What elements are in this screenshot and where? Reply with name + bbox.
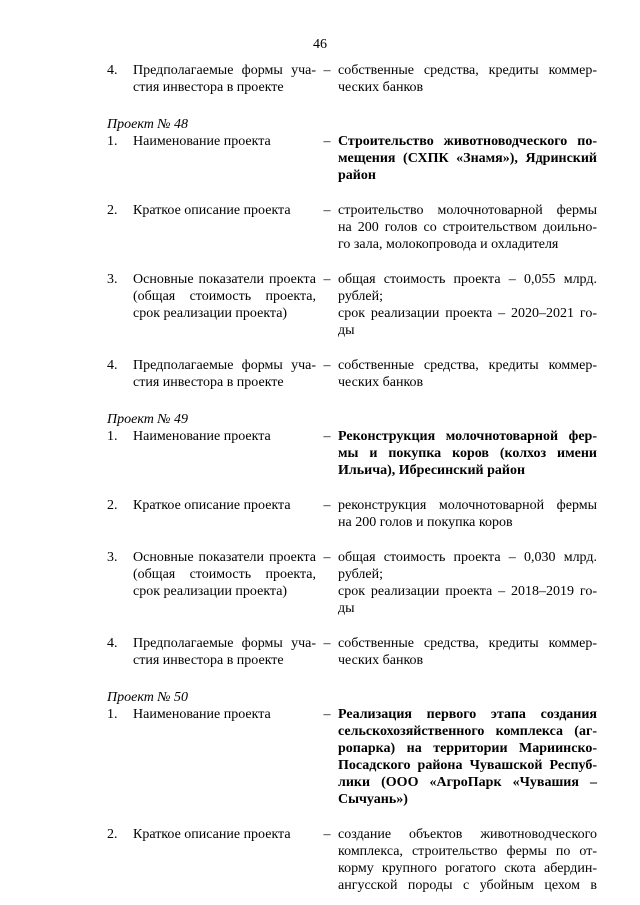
item-number: 2. [107, 498, 118, 513]
table-row [107, 428, 597, 479]
item-dash: – [323, 203, 331, 218]
spacer [107, 391, 597, 403]
table-row [107, 706, 597, 808]
table-row [107, 202, 597, 253]
item-label [133, 133, 316, 150]
item-number: 2. [107, 203, 118, 218]
table-row [107, 635, 597, 669]
item-label-line: стия инвестора в проекте [133, 653, 284, 668]
item-label-line: Краткое описание проекта [133, 827, 291, 842]
project-heading: Проект № 50 [107, 690, 188, 705]
page-number: 46 [313, 37, 327, 52]
item-value-line: ческих банков [338, 653, 424, 668]
item-value-line: срок реализации проекта – 2020–2021 го- [338, 306, 597, 321]
item-value-line: Реконструкция молочнотоварной фер- [338, 429, 597, 444]
item-label [133, 428, 316, 445]
item-label [133, 635, 316, 669]
item-value-line: Сычуань») [338, 792, 408, 807]
item-number: 1. [107, 134, 118, 149]
item-label-line: стия инвестора в проекте [133, 375, 284, 390]
item-label-line: Предполагаемые формы уча- [133, 358, 316, 373]
item-value-line: ческих банков [338, 375, 424, 390]
project-heading: Проект № 49 [107, 412, 188, 427]
item-number: 1. [107, 429, 118, 444]
item-value-line: реконструкция молочнотоварной фермы [338, 498, 597, 513]
item-value-line: ды [338, 323, 355, 338]
item-label-line: Наименование проекта [133, 429, 271, 444]
item-value-line: срок реализации проекта – 2018–2019 го- [338, 584, 597, 599]
item-dash: – [323, 707, 331, 722]
spacer [107, 339, 597, 357]
spacer [107, 669, 597, 681]
item-dash: – [323, 63, 331, 78]
spacer [107, 184, 597, 202]
item-number: 3. [107, 550, 118, 565]
item-value-line: корму крупного рогатого скота абердин- [338, 861, 597, 876]
item-value [338, 706, 597, 808]
item-label [133, 706, 316, 723]
item-dash: – [323, 827, 331, 842]
item-label [133, 202, 316, 219]
item-label-line: (общая стоимость проекта, [133, 567, 316, 582]
table-row [107, 826, 597, 894]
item-value [338, 826, 597, 894]
item-number: 3. [107, 272, 118, 287]
item-value-line: ческих банков [338, 80, 424, 95]
item-label-line: Предполагаемые формы уча- [133, 63, 316, 78]
item-number: 1. [107, 707, 118, 722]
item-value-line: Посадского района Чувашской Респуб- [338, 758, 597, 773]
item-value-line: общая стоимость проекта – 0,055 млрд. [338, 272, 597, 287]
item-number: 2. [107, 827, 118, 842]
item-dash: – [323, 134, 331, 149]
table-row [107, 497, 597, 531]
spacer [107, 531, 597, 549]
item-value-line: комплекса, строительство фермы по от- [338, 844, 597, 859]
item-label [133, 549, 316, 600]
item-value [338, 549, 597, 617]
table-row [107, 357, 597, 391]
item-label-line: Краткое описание проекта [133, 203, 291, 218]
spacer [107, 253, 597, 271]
item-number: 4. [107, 358, 118, 373]
item-value [338, 62, 597, 96]
item-label [133, 497, 316, 514]
item-value-line: район [338, 168, 376, 183]
item-dash: – [323, 636, 331, 651]
item-value [338, 271, 597, 339]
item-value-line: ангусской породы с убойным цехом в [338, 878, 597, 893]
table-row [107, 549, 597, 617]
item-value [338, 133, 597, 184]
item-label-line: Основные показатели проекта [133, 272, 316, 287]
item-value-line: собственные средства, кредиты коммер- [338, 63, 597, 78]
spacer [107, 96, 597, 108]
item-value [338, 497, 597, 531]
item-dash: – [323, 550, 331, 565]
item-label-line: Наименование проекта [133, 707, 271, 722]
item-label [133, 271, 316, 322]
item-value-line: рублей; [338, 289, 383, 304]
item-label-line: Наименование проекта [133, 134, 271, 149]
item-value-line: Строительство животноводческого по- [338, 134, 597, 149]
item-label [133, 62, 316, 96]
spacer [107, 617, 597, 635]
item-dash: – [323, 429, 331, 444]
item-value-line: собственные средства, кредиты коммер- [338, 636, 597, 651]
table-row [107, 133, 597, 184]
item-label-line: срок реализации проекта) [133, 306, 288, 321]
item-value [338, 428, 597, 479]
item-number: 4. [107, 636, 118, 651]
item-label-line: Предполагаемые формы уча- [133, 636, 316, 651]
item-value [338, 202, 597, 253]
item-dash: – [323, 272, 331, 287]
table-row [107, 271, 597, 339]
item-value-line: на 200 голов со строительством доильно- [338, 220, 597, 235]
item-label [133, 826, 316, 843]
item-number: 4. [107, 63, 118, 78]
item-value-line: го зала, молокопровода и охладителя [338, 237, 559, 252]
project-heading: Проект № 48 [107, 117, 188, 132]
item-value-line: ропарка) на территории Мариинско- [338, 741, 597, 756]
item-value-line: Реализация первого этапа создания [338, 707, 597, 722]
item-value-line: мы и покупка коров (колхоз имени [338, 446, 597, 461]
spacer [107, 808, 597, 826]
item-label-line: (общая стоимость проекта, [133, 289, 316, 304]
item-value-line: рублей; [338, 567, 383, 582]
item-value [338, 357, 597, 391]
item-value-line: на 200 голов и покупка коров [338, 515, 513, 530]
item-value-line: сельскохозяйственного комплекса (аг- [338, 724, 597, 739]
item-dash: – [323, 498, 331, 513]
item-value-line: лики (ООО «АгроПарк «Чувашия – [338, 775, 597, 790]
item-value-line: ды [338, 601, 355, 616]
item-label-line: Краткое описание проекта [133, 498, 291, 513]
item-label-line: стия инвестора в проекте [133, 80, 284, 95]
item-label-line: Основные показатели проекта [133, 550, 316, 565]
item-value-line: Ильича), Ибресинский район [338, 463, 526, 478]
item-label [133, 357, 316, 391]
table-row [107, 62, 597, 96]
item-value [338, 635, 597, 669]
document-body [107, 62, 597, 894]
item-value-line: общая стоимость проекта – 0,030 млрд. [338, 550, 597, 565]
item-dash: – [323, 358, 331, 373]
item-value-line: мещения (СХПК «Знамя»), Ядринский [338, 151, 597, 166]
item-value-line: строительство молочнотоварной фермы [338, 203, 597, 218]
spacer [107, 479, 597, 497]
item-value-line: создание объектов животноводческого [338, 827, 597, 842]
item-value-line: собственные средства, кредиты коммер- [338, 358, 597, 373]
item-label-line: срок реализации проекта) [133, 584, 288, 599]
